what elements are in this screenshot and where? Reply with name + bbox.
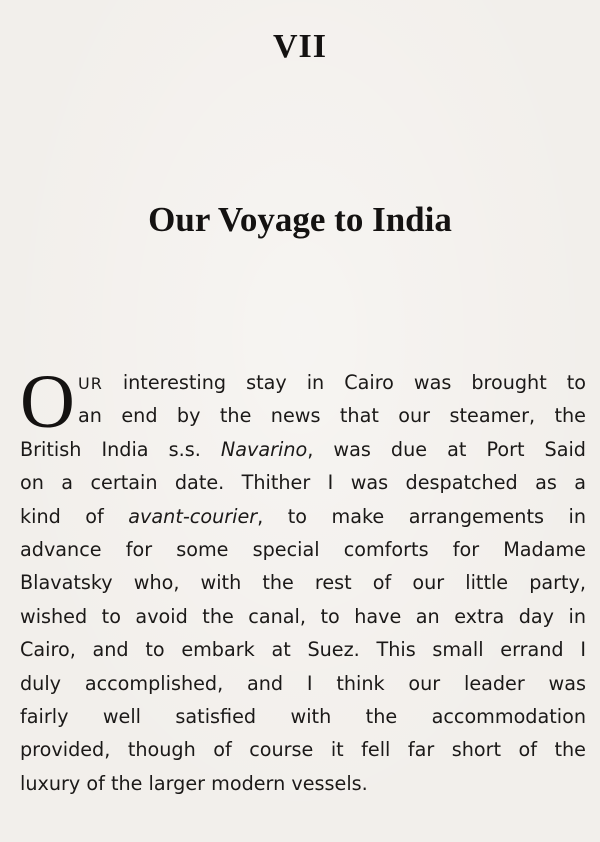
text-line xyxy=(20,466,586,499)
text-line xyxy=(20,600,586,633)
text-line xyxy=(20,633,586,666)
text-run: advance for some special comforts for Madame xyxy=(20,537,586,561)
text-line xyxy=(20,433,586,466)
text-run: , to make arrangements in xyxy=(257,504,586,528)
text-run: an end by the news that our steamer, the xyxy=(78,404,586,428)
italic-text: Navarino xyxy=(220,437,308,461)
body-paragraph xyxy=(20,360,586,800)
italic-text: avant-courier xyxy=(128,504,258,528)
text-run: luxury of the larger modern vessels. xyxy=(20,771,368,795)
text-line xyxy=(20,667,586,700)
text-run: duly accomplished, and I think our leader was xyxy=(20,671,586,695)
text-line xyxy=(20,366,586,399)
text-line xyxy=(20,533,586,566)
text-line xyxy=(20,566,586,599)
text-run: on a certain date. Thither I was despatched as a xyxy=(20,471,586,495)
text-line xyxy=(20,733,586,766)
text-line xyxy=(20,500,586,533)
small-caps-text: UR xyxy=(78,374,103,393)
chapter-title: Our Voyage to India xyxy=(148,200,452,239)
text-run: interesting stay in Cairo was brought to xyxy=(102,371,586,394)
text-run: Cairo, and to embark at Suez. This small errand I xyxy=(20,638,586,662)
chapter-number: VII xyxy=(272,28,328,65)
text-run: , was due at Port Said xyxy=(307,437,586,461)
text-run: British India s.s. xyxy=(20,437,221,461)
text-run: Blavatsky who, with the rest of our little party, xyxy=(20,571,586,595)
text-run: wished to avoid the canal, to have an extra day in xyxy=(20,604,586,628)
text-line xyxy=(20,700,586,733)
text-line xyxy=(20,399,586,432)
text-run: kind of xyxy=(20,504,129,528)
drop-cap: O xyxy=(20,360,75,444)
text-line xyxy=(20,767,586,800)
text-run: provided, though of course it fell far short of the xyxy=(20,738,586,762)
text-run: fairly well satisfied with the accommodation xyxy=(20,704,586,728)
